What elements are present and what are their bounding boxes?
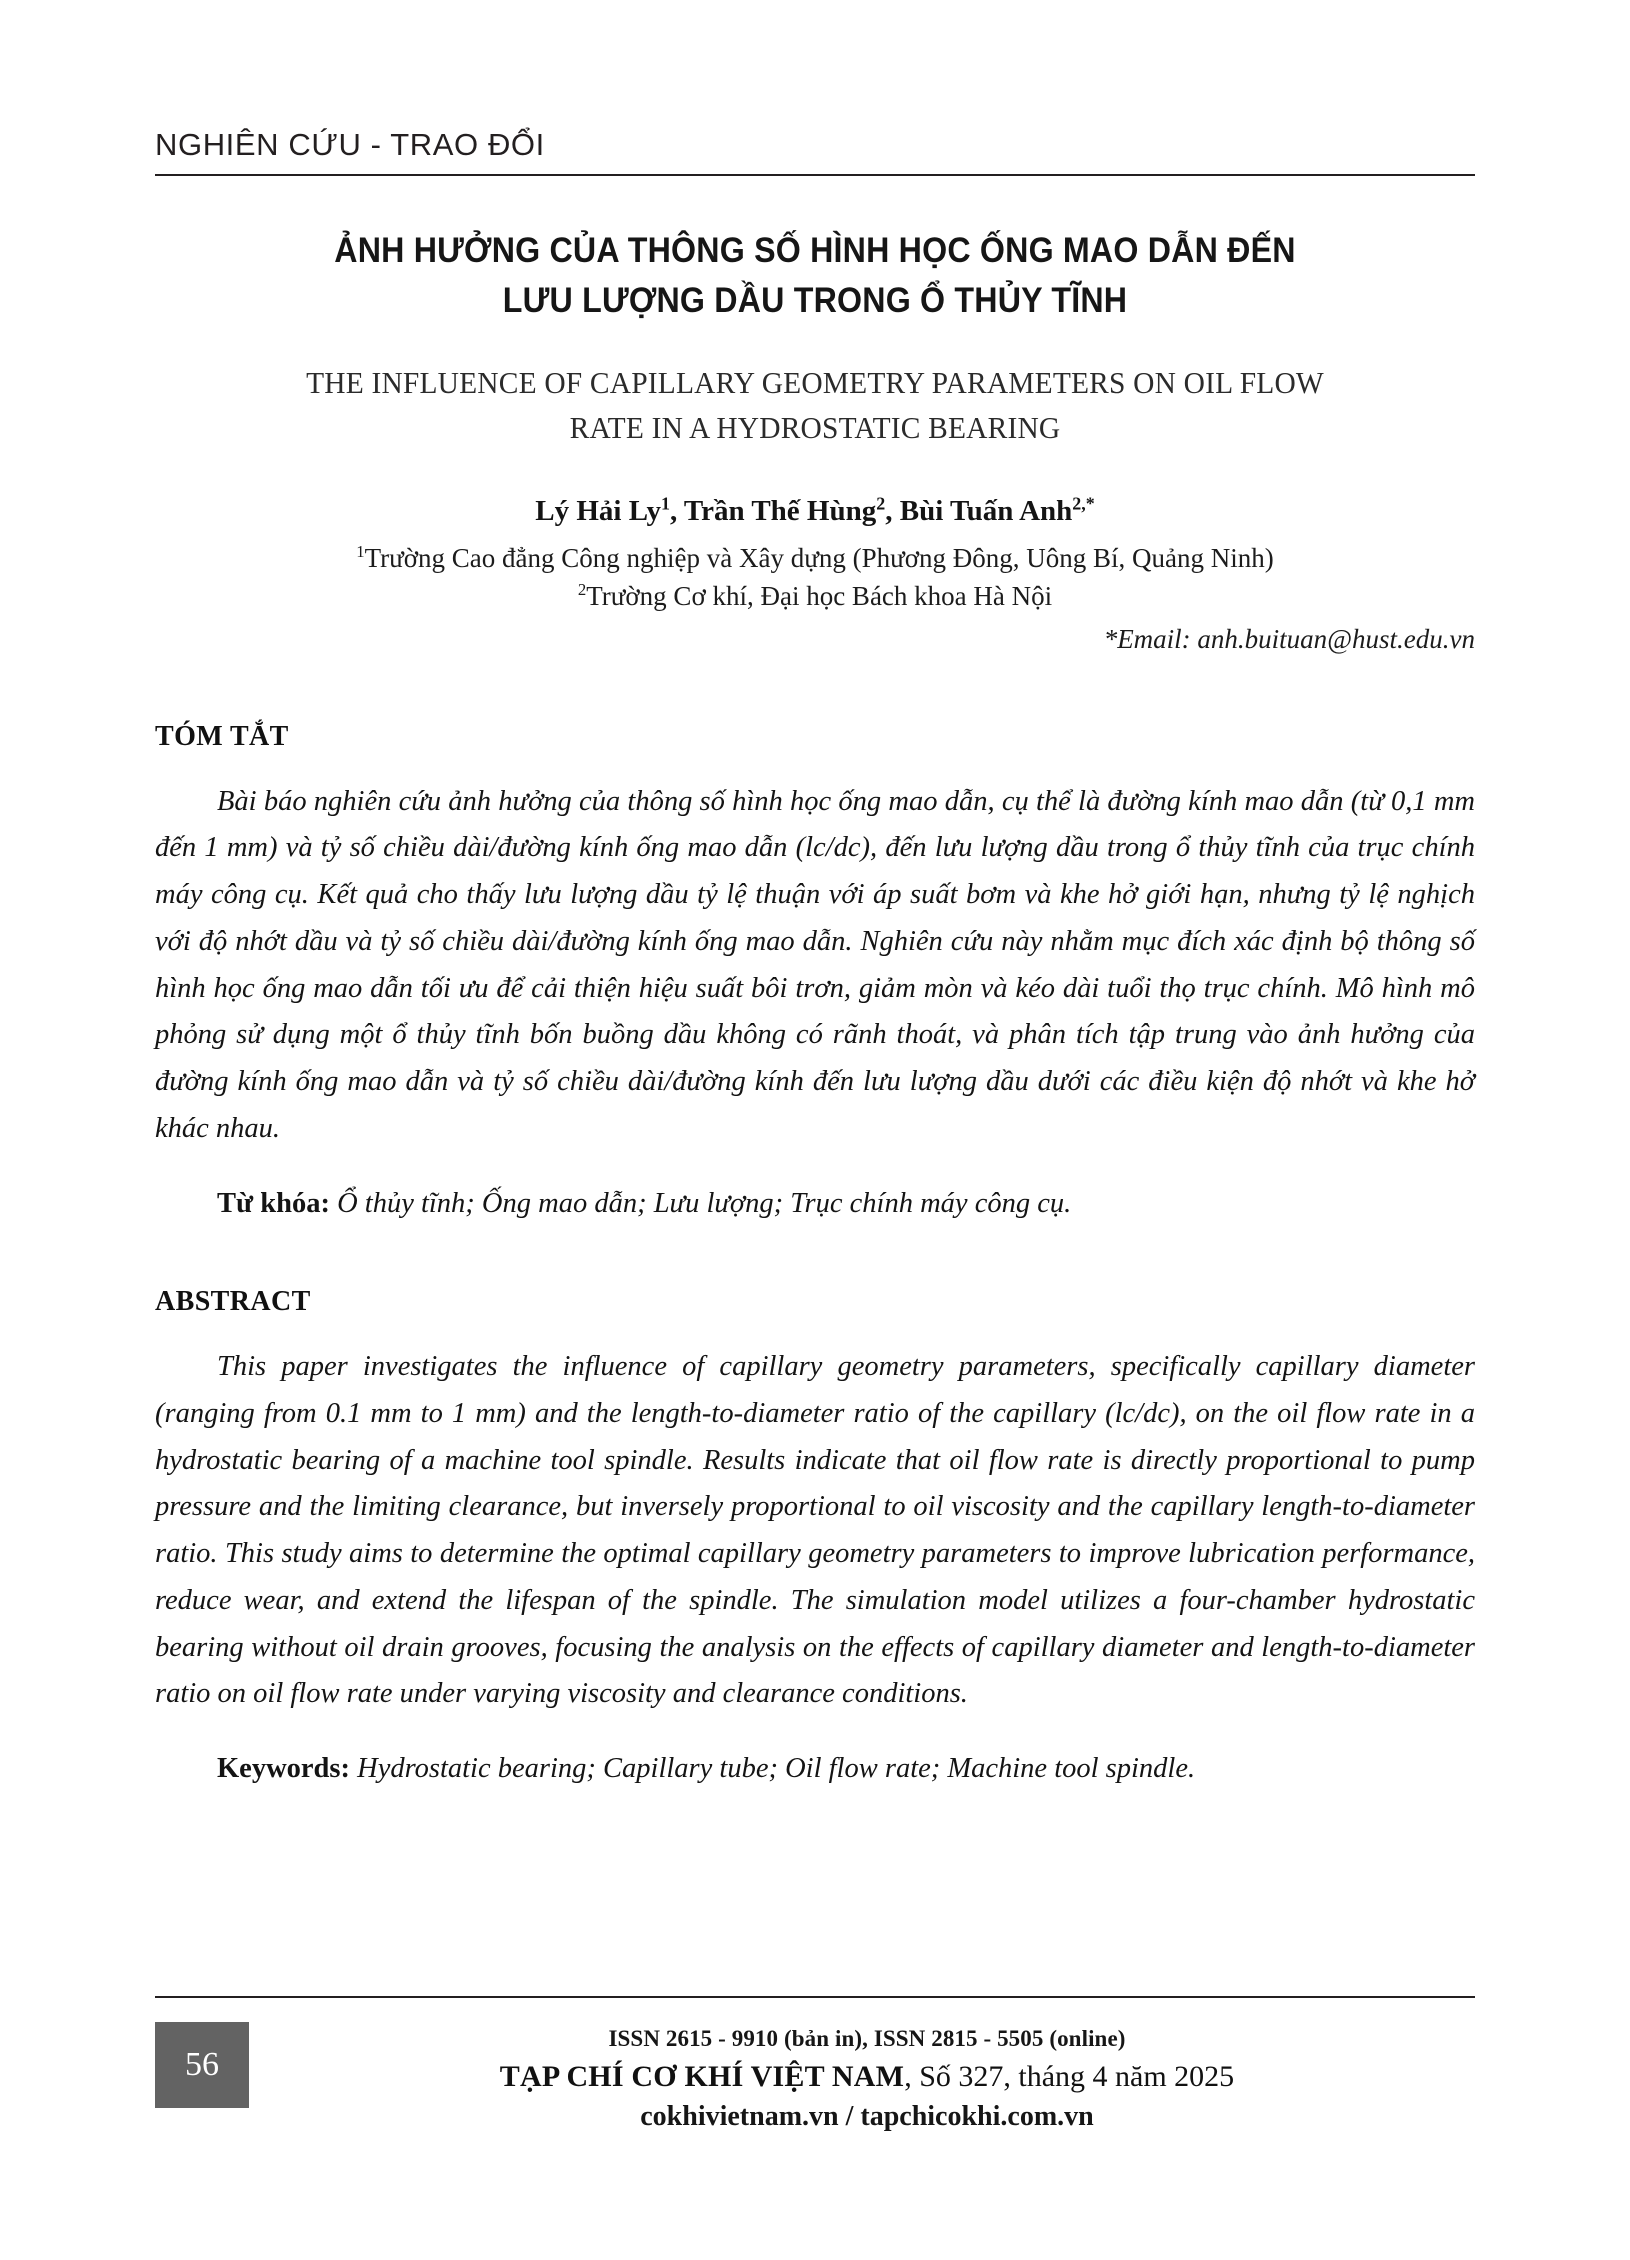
title-en-line-1: THE INFLUENCE OF CAPILLARY GEOMETRY PARAMETERS ON OIL FLOW [306, 365, 1324, 401]
author-2-affiliation-marker: 2 [876, 493, 886, 514]
keywords-vietnamese-label: Từ khóa: [217, 1187, 330, 1219]
keywords-vietnamese [155, 1181, 1475, 1227]
author-1-name: Lý Hải Ly [535, 495, 661, 528]
page-footer [155, 2022, 1475, 2135]
footer-website[interactable]: cokhivietnam.vn / tapchicokhi.com.vn [640, 2101, 1094, 2133]
abstract-vietnamese-body: Bài báo nghiên cứu ảnh hưởng của thông số hình học ống mao dẫn, cụ thể là đường kính mao dẫn (từ 0,1 mm đến 1 mm) và tỷ số chiều dài/đường kính ống mao dẫn (lc/dc), đến lưu lượng dầu trong ổ thủy tĩnh của trục chính máy công cụ. Kết quả cho thấy lưu lượng dầu tỷ lệ thuận với áp suất bơm và khe hở giới hạn, nhưng tỷ lệ nghịch với độ nhớt dầu và tỷ số chiều dài/đường kính ống mao dẫn. Nghiên cứu này nhằm mục đích xác định bộ thông số hình học ống mao dẫn tối ưu để cải thiện hiệu suất bôi trơn, giảm mòn và kéo dài tuổi thọ trục chính. Mô hình mô phỏng sử dụng một ổ thủy tĩnh bốn buồng dầu không có rãnh thoát, và phân tích tập trung vào ảnh hưởng của đường kính ống mao dẫn và tỷ số chiều dài/đường kính đến lưu lượng dầu dưới các điều kiện độ nhớt và khe hở khác nhau. [155, 785, 1475, 1144]
keywords-english-text: Hydrostatic bearing; Capillary tube; Oil flow rate; Machine tool spindle. [349, 1753, 1196, 1785]
page-content [155, 0, 1475, 1792]
affiliation-2-marker: 2 [577, 580, 587, 600]
footer-journal-line [259, 2058, 1475, 2096]
page-number-badge: 56 [155, 2022, 249, 2108]
title-vi-line-1: ẢNH HƯỞNG CỦA THÔNG SỐ HÌNH HỌC ỐNG MAO DẪN ĐẾN [334, 231, 1296, 271]
keywords-vietnamese-text: Ổ thủy tĩnh; Ống mao dẫn; Lưu lượng; Trục chính máy công cụ. [329, 1187, 1072, 1219]
abstract-english-body: This paper investigates the influence of capillary geometry parameters, specifically capillary diameter (ranging from 0.1 mm to 1 mm) and the length-to-diameter ratio of the capillary (lc/dc), on the oil flow rate in a hydrostatic bearing of a machine tool spindle. Results indicate that oil flow rate is directly proportional to pump pressure and the limiting clearance, but inversely proportional to oil viscosity and the capillary length-to-diameter ratio. This study aims to determine the optimal capillary geometry parameters to improve lubrication performance, reduce wear, and extend the lifespan of the spindle. The simulation model utilizes a four-chamber hydrostatic bearing without oil drain grooves, focusing the analysis on the effects of capillary diameter and length-to-diameter ratio on oil flow rate under varying viscosity and clearance conditions. [155, 1351, 1475, 1710]
author-1-affiliation-marker: 1 [660, 493, 670, 514]
affiliation-2 [155, 577, 1475, 615]
keywords-english [155, 1746, 1475, 1792]
footer-journal-info [249, 2022, 1475, 2135]
author-3-affiliation-marker: 2,* [1072, 493, 1095, 514]
affiliation-1-marker: 1 [356, 542, 365, 562]
footer-issn: ISSN 2615 - 9910 (bản in), ISSN 2815 - 5505 (online) [608, 2026, 1126, 2051]
header-divider [155, 174, 1475, 176]
keywords-english-label: Keywords: [217, 1753, 350, 1785]
author-2-name: , Trần Thế Hùng [669, 495, 877, 528]
page-title-english [188, 361, 1442, 451]
corresponding-email[interactable]: *Email: anh.buituan@hust.edu.vn [1103, 623, 1475, 654]
title-en-line-2: RATE IN A HYDROSTATIC BEARING [569, 410, 1061, 446]
section-heading-tomtat: TÓM TẮT [155, 720, 289, 752]
affiliation-1 [155, 539, 1475, 577]
affiliation-1-text: Trường Cao đẳng Công nghiệp và Xây dựng (Phương Đông, Uông Bí, Quảng Ninh) [364, 543, 1274, 574]
affiliation-2-text: Trường Cơ khí, Đại học Bách khoa Hà Nội [586, 581, 1053, 612]
footer-divider [155, 1996, 1475, 1998]
title-vi-line-2: LƯU LƯỢNG DẦU TRONG Ổ THỦY TĨNH [502, 280, 1128, 320]
running-head: NGHIÊN CỨU - TRAO ĐỔI [155, 127, 545, 162]
author-list [155, 493, 1475, 531]
author-3-name: , Bùi Tuấn Anh [885, 495, 1073, 528]
footer-journal-issue: , Số 327, tháng 4 năm 2025 [904, 2059, 1235, 2093]
footer-journal-name: TẠP CHÍ CƠ KHÍ VIỆT NAM [499, 2059, 905, 2093]
page-title-vietnamese [208, 226, 1422, 325]
section-heading-abstract: ABSTRACT [155, 1286, 311, 1318]
